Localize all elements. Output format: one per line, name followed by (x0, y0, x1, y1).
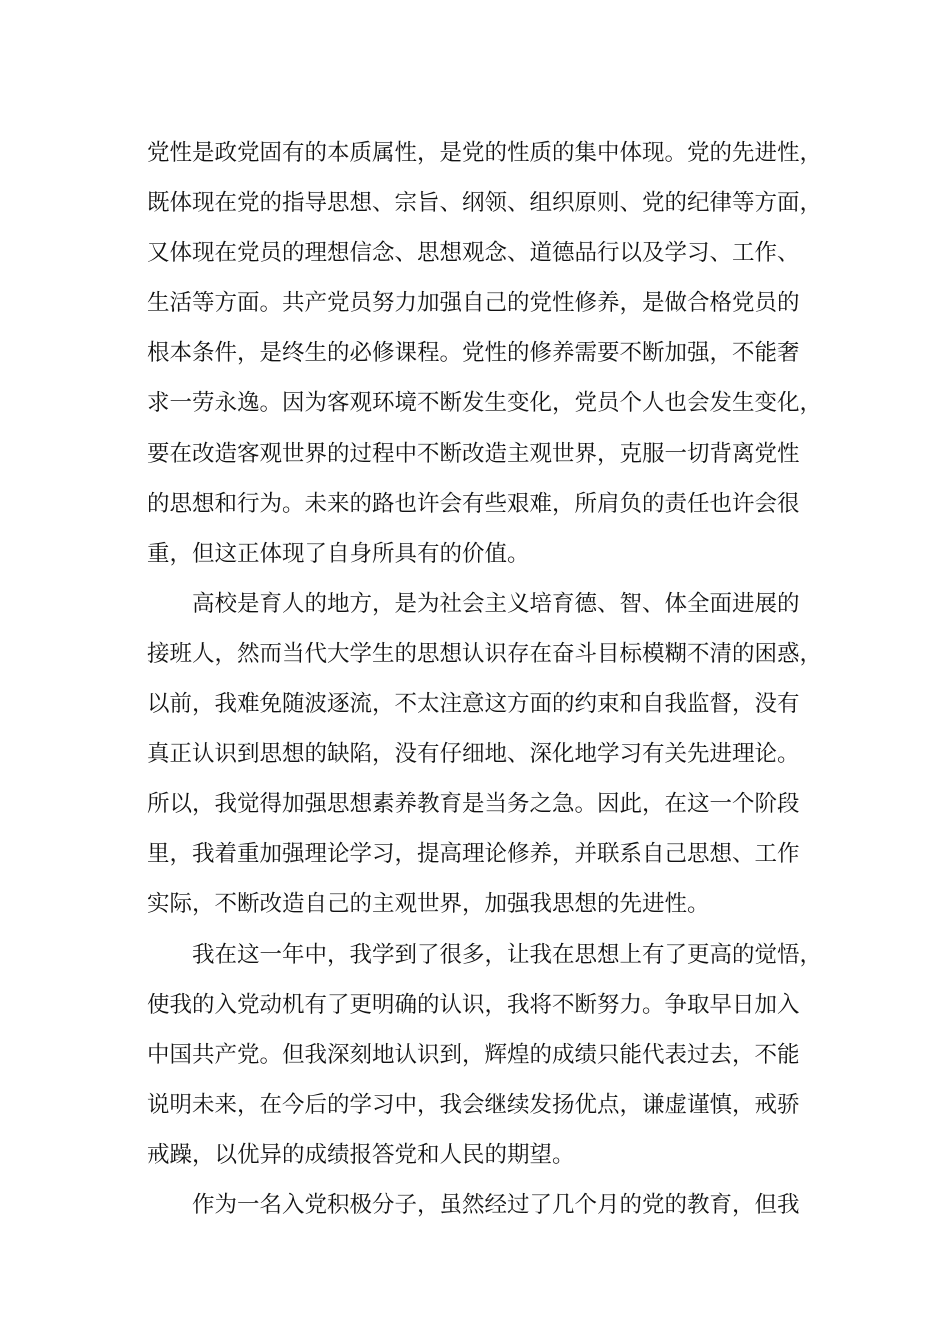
text-line: 党性是政党固有的本质属性，是党的性质的集中体现。党的先进性， (147, 140, 823, 166)
text-line: 说明未来，在今后的学习中，我会继续发扬优点，谦虚谨慎，戒骄 (147, 1091, 800, 1118)
text-line: 高校是育人的地方，是为社会主义培育德、智、体全面进展的 (192, 590, 800, 617)
text-line: 使我的入党动机有了更明确的认识，我将不断努力。争取早日加入 (147, 991, 800, 1018)
text-line: 又体现在党员的理想信念、思想观念、道德品行以及学习、工作、 (147, 240, 800, 267)
text-line: 既体现在党的指导思想、宗旨、纲领、组织原则、党的纪律等方面， (147, 190, 823, 217)
paragraph-2 (147, 579, 827, 930)
document-body (147, 128, 827, 1230)
text-line: 真正认识到思想的缺陷，没有仔细地、深化地学习有关先进理论。 (147, 741, 800, 768)
text-line: 重，但这正体现了自身所具有的价值。 (147, 540, 530, 567)
text-line: 以前，我难免随波逐流，不太注意这方面的约束和自我监督，没有 (147, 691, 800, 718)
text-line: 求一劳永逸。因为客观环境不断发生变化，党员个人也会发生变化， (147, 390, 823, 417)
text-line: 生活等方面。共产党员努力加强自己的党性修养，是做合格党员的 (147, 290, 800, 317)
paragraph-3 (147, 930, 827, 1180)
text-line: 接班人，然而当代大学生的思想认识存在奋斗目标模糊不清的困惑， (147, 640, 823, 667)
text-line: 的思想和行为。未来的路也许会有些艰难，所肩负的责任也许会很 (147, 490, 800, 517)
text-line: 戒躁，以优异的成绩报答党和人民的期望。 (147, 1141, 575, 1168)
text-line: 作为一名入党积极分子，虽然经过了几个月的党的教育，但我 (192, 1191, 800, 1218)
text-line: 我在这一年中，我学到了很多，让我在思想上有了更高的觉悟， (192, 941, 823, 968)
paragraph-4 (147, 1180, 827, 1230)
text-line: 实际，不断改造自己的主观世界，加强我思想的先进性。 (147, 891, 710, 918)
text-line: 里，我着重加强理论学习，提高理论修养，并联系自己思想、工作 (147, 841, 800, 868)
text-line: 所以，我觉得加强思想素养教育是当务之急。因此，在这一个阶段 (147, 791, 800, 818)
text-line: 要在改造客观世界的过程中不断改造主观世界，克服一切背离党性 (147, 440, 800, 467)
paragraph-1 (147, 128, 827, 579)
text-line: 根本条件，是终生的必修课程。党性的修养需要不断加强，不能奢 (147, 340, 800, 367)
text-line: 中国共产党。但我深刻地认识到，辉煌的成绩只能代表过去，不能 (147, 1041, 800, 1068)
